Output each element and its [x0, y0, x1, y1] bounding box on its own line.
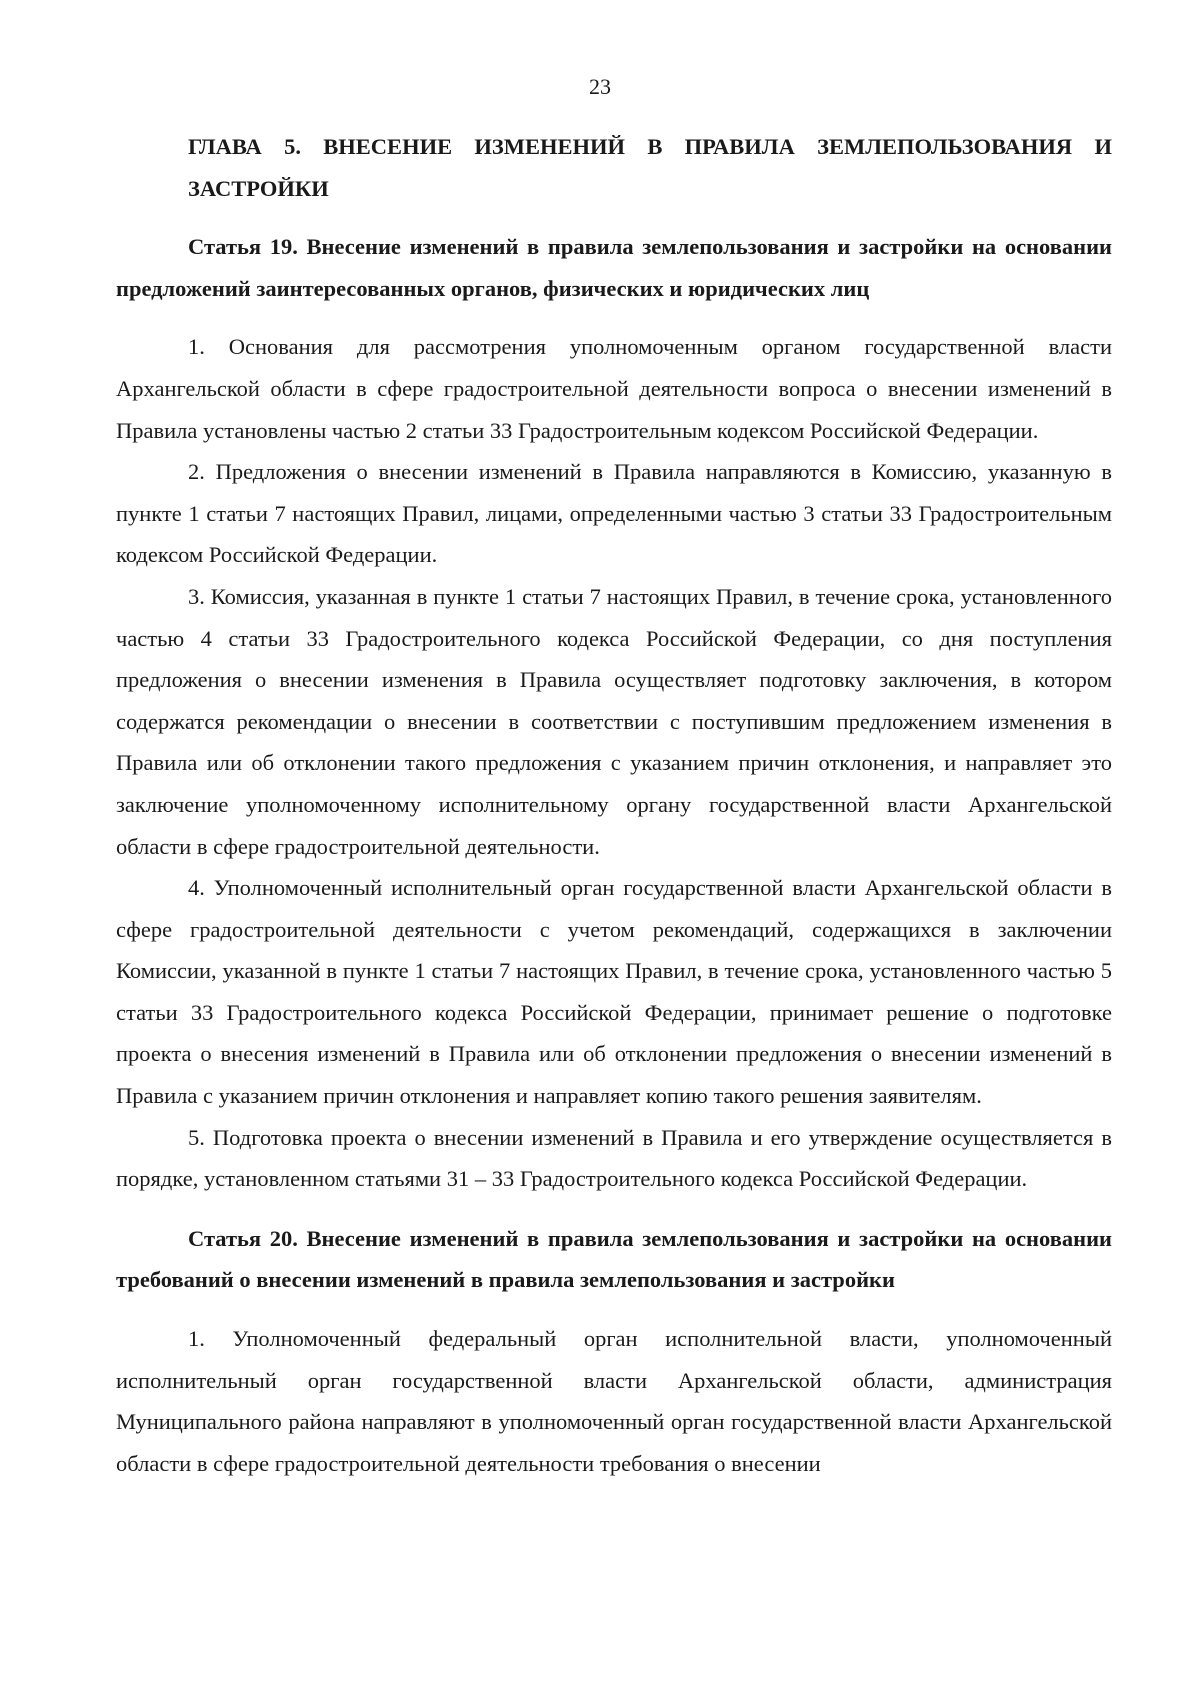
article-paragraph: 1. Уполномоченный федеральный орган исполнительной власти, уполномоченный исполнительный орган государственной власти Архангельской области, администрация Муниципального района направляют в уполномоченный орган государственной власти Архангельской области в сфере градостроительной деятельности требования о внесении: [116, 1326, 1112, 1476]
article-paragraph: 2. Предложения о внесении изменений в Правила направляются в Комиссию, указанную в пункте 1 статьи 7 настоящих Правил, лицами, определенными частью 3 статьи 33 Градостроительным кодексом Российской Федерации.: [116, 459, 1112, 568]
article-paragraph: 1. Основания для рассмотрения уполномоченным органом государственной власти Архангельской области в сфере градостроительной деятельности вопроса о внесении изменений в Правила установлены частью 2 статьи 33 Градостроительным кодексом Российской Федерации.: [116, 334, 1112, 443]
article-paragraph: 4. Уполномоченный исполнительный орган государственной власти Архангельской области в сфере градостроительной деятельности с учетом рекомендаций, содержащихся в заключении Комиссии, указанной в пункте 1 статьи 7 настоящих Правил, в течение срока, установленного частью 5 статьи 33 Градостроительного кодекса Российской Федерации, принимает решение о подготовке проекта о внесения изменений в Правила или об отклонении предложения о внесении изменений в Правила с указанием причин отклонения и направляет копию такого решения заявителям.: [116, 875, 1112, 1109]
article-heading: Статья 20. Внесение изменений в правила землепользования и застройки на основании требований о внесении изменений в правила землепользования и застройки: [116, 1225, 1112, 1293]
page-number: 23: [589, 74, 611, 99]
article-paragraph: 3. Комиссия, указанная в пункте 1 статьи 7 настоящих Правил, в течение срока, установленного частью 4 статьи 33 Градостроительного кодекса Российской Федерации, со дня поступления предложения о внесении изменения в Правила осуществляет подготовку заключения, в котором содержатся рекомендации о внесении в соответствии с поступившим предложением изменения в Правила или об отклонении такого предложения с указанием причин отклонения, и направляет это заключение уполномоченному исполнительному органу государственной власти Архангельской области в сфере градостроительной деятельности.: [116, 583, 1112, 859]
article-heading: Статья 19. Внесение изменений в правила землепользования и застройки на основании предложений заинтересованных органов, физических и юридических лиц: [116, 234, 1112, 301]
chapter-heading: ГЛАВА 5. ВНЕСЕНИЕ ИЗМЕНЕНИЙ В ПРАВИЛА ЗЕМЛЕПОЛЬЗОВАНИЯ И ЗАСТРОЙКИ: [188, 134, 1112, 201]
article-19: [116, 226, 1112, 1200]
article-20: [116, 1218, 1112, 1485]
article-paragraph: 5. Подготовка проекта о внесении изменений в Правила и его утверждение осуществляется в порядке, установленном статьями 31 – 33 Градостроительного кодекса Российской Федерации.: [116, 1124, 1112, 1192]
document-body: [116, 126, 1112, 1484]
